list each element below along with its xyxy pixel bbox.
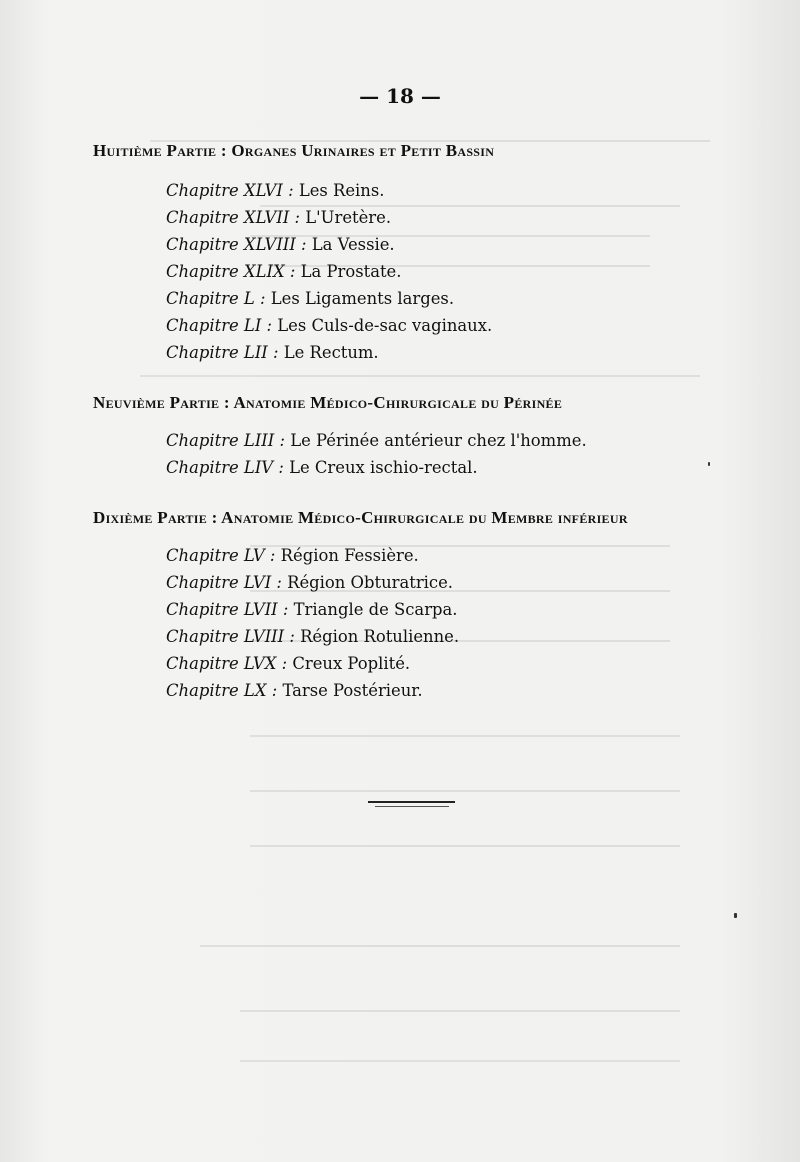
part-heading: Neuvième Partie : Anatomie Médico-Chirurgicale du Périnée <box>93 393 563 412</box>
chapter-number: Chapitre LVII : <box>166 600 289 619</box>
page-number: — 18 — <box>359 84 441 108</box>
chapter-entry <box>166 208 391 227</box>
chapter-number: Chapitre LIII : <box>166 431 285 450</box>
chapter-title: Les Ligaments larges. <box>270 289 455 308</box>
chapter-entry <box>166 262 401 281</box>
chapter-entry <box>166 343 379 362</box>
chapter-title: Triangle de Scarpa. <box>293 600 458 619</box>
end-rule <box>368 801 455 803</box>
chapter-entry <box>166 289 454 308</box>
chapter-number: Chapitre LVIII : <box>166 627 295 646</box>
chapter-title: Région Fessière. <box>280 546 419 565</box>
chapter-title: L'Uretère. <box>305 208 392 227</box>
chapter-entry <box>166 316 492 335</box>
chapter-number: Chapitre LI : <box>166 316 273 335</box>
chapter-number: Chapitre LV : <box>166 546 276 565</box>
chapter-entry <box>166 181 384 200</box>
chapter-title: Les Reins. <box>298 181 385 200</box>
part-heading: Huitième Partie : Organes Urinaires et Petit Bassin <box>93 141 495 160</box>
chapter-title: Région Obturatrice. <box>287 573 453 592</box>
chapter-number: Chapitre XLVIII : <box>166 235 307 254</box>
chapter-title: La Prostate. <box>300 262 402 281</box>
chapter-entry <box>166 235 395 254</box>
chapter-title: Le Rectum. <box>283 343 379 362</box>
chapter-number: Chapitre LX : <box>166 681 278 700</box>
chapter-entry <box>166 546 419 565</box>
chapter-title: Le Creux ischio-rectal. <box>289 458 478 477</box>
chapter-title: La Vessie. <box>311 235 395 254</box>
chapter-number: Chapitre LIV : <box>166 458 284 477</box>
chapter-number: Chapitre LVI : <box>166 573 282 592</box>
chapter-title: Le Périnée antérieur chez l'homme. <box>290 431 587 450</box>
ink-speck <box>708 462 710 466</box>
chapter-title: Les Culs-de-sac vaginaux. <box>277 316 493 335</box>
chapter-number: Chapitre L : <box>166 289 266 308</box>
part-heading: Dixième Partie : Anatomie Médico-Chirurgicale du Membre inférieur <box>93 508 628 527</box>
end-rule-secondary <box>375 806 449 807</box>
chapter-title: Région Rotulienne. <box>300 627 460 646</box>
chapter-entry <box>166 627 459 646</box>
chapter-entry <box>166 458 478 477</box>
chapter-number: Chapitre XLVII : <box>166 208 301 227</box>
chapter-entry <box>166 431 587 450</box>
chapter-title: Tarse Postérieur. <box>282 681 423 700</box>
ink-speck <box>734 913 737 918</box>
chapter-entry <box>166 681 423 700</box>
chapter-number: Chapitre XLVI : <box>166 181 294 200</box>
chapter-number: Chapitre LVX : <box>166 654 288 673</box>
chapter-number: Chapitre XLIX : <box>166 262 296 281</box>
chapter-title: Creux Poplité. <box>292 654 411 673</box>
chapter-entry <box>166 573 453 592</box>
chapter-entry <box>166 600 458 619</box>
chapter-entry <box>166 654 410 673</box>
chapter-number: Chapitre LII : <box>166 343 279 362</box>
